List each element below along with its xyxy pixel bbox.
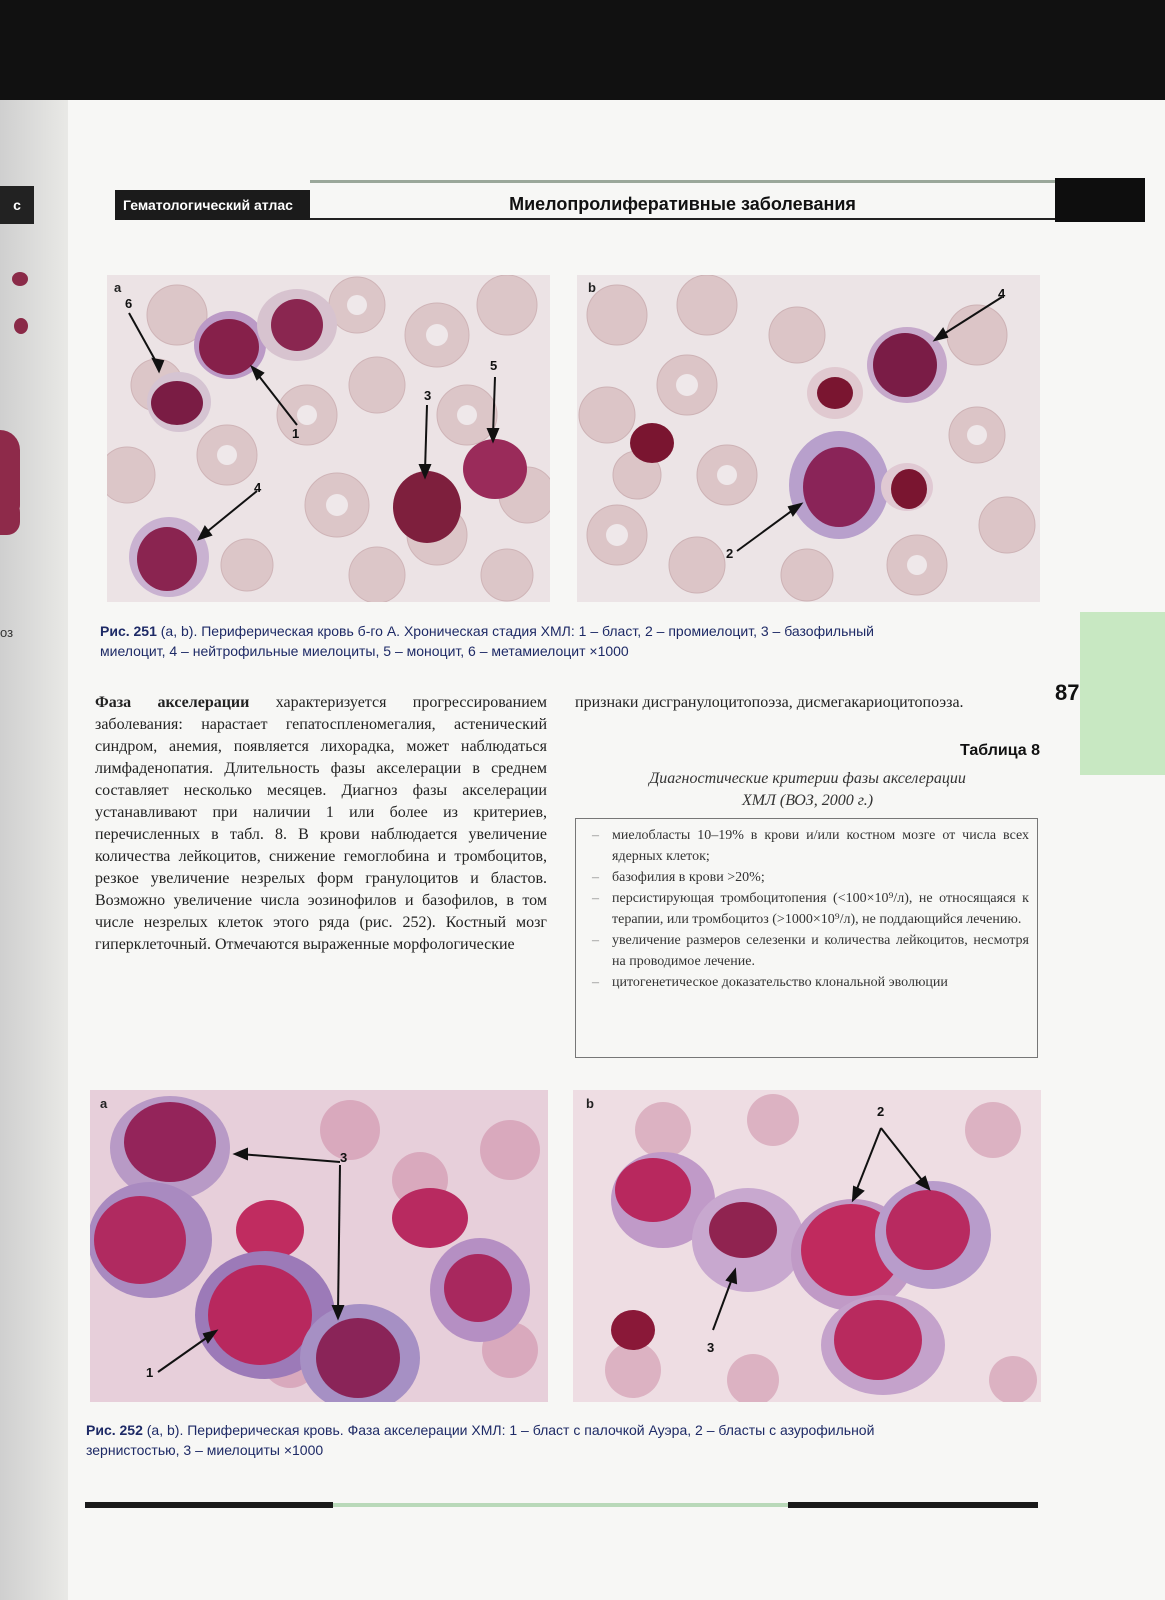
figure251-a-label-3: 3 [424, 388, 432, 403]
header-black-block [1055, 178, 1145, 222]
figure251-caption-line1: (a, b). Периферическая кровь б-го А. Хроническая стадия ХМЛ: 1 – бласт, 2 – промиелоцит, 3 – базофильный [156, 623, 874, 639]
table8-subtitle-line2: ХМЛ (ВОЗ, 2000 г.) [741, 792, 874, 809]
micrograph [577, 275, 1040, 602]
footer-rule-right [788, 1502, 1038, 1508]
left-page-text: оз [0, 625, 14, 640]
figure252-caption-line1: (a, b). Периферическая кровь. Фаза акселерации ХМЛ: 1 – бласт с палочкой Ауэра, 2 – бласты с азурофильной [142, 1422, 875, 1438]
left-page-tab: с [0, 186, 34, 224]
table8-subtitle-line1: Диагностические критерии фазы акселерации [649, 770, 966, 787]
micrograph [573, 1090, 1041, 1402]
figure252-caption-line2: зернистостью, 3 – миелоциты ×1000 [86, 1442, 324, 1458]
criteria-item: – миелобласты 10–19% в крови и/или костном мозге от числа всех ядерных клеток; [584, 825, 1029, 867]
figure252-panel-b [573, 1090, 1041, 1402]
left-page-cell-dot [12, 272, 28, 286]
page-side-tab [1080, 612, 1165, 775]
body-right-column: признаки дисгранулоцитопоэза, дисмегакариоцитопоэза. [575, 694, 964, 711]
figure252-b-label-2: 2 [877, 1104, 885, 1119]
figure252-b-letter: b [586, 1096, 594, 1111]
figure251-a-label-4: 4 [254, 480, 262, 495]
criteria-item: – цитогенетическое доказательство клональной эволюции [584, 972, 1029, 993]
figure251-caption-line2: миелоцит, 4 – нейтрофильные миелоциты, 5 – моноцит, 6 – метамиелоцит ×1000 [100, 643, 629, 659]
table8-title: Таблица 8 [959, 742, 1040, 759]
table8-subtitle [575, 768, 1040, 812]
figure251-a-letter: a [114, 280, 122, 295]
table8-criteria-box [575, 818, 1038, 1058]
page-number: 87 [1055, 680, 1080, 705]
criteria-list [584, 825, 1029, 993]
left-page-cell-dot [14, 318, 28, 334]
figure251-caption-lead: Рис. 251 [100, 623, 157, 639]
figure251-a-label-6: 6 [125, 296, 133, 311]
figure251-b-label-4: 4 [998, 286, 1006, 301]
figure252-a-label-3: 3 [340, 1150, 348, 1165]
figure252-caption [86, 1420, 1046, 1460]
body-lead-term: Фаза акселерации [95, 694, 250, 711]
figure251-caption [100, 621, 1045, 661]
micrograph [107, 275, 550, 602]
figure251-a-label-1: 1 [292, 426, 300, 441]
figure252-b-label-3: 3 [707, 1340, 715, 1355]
figure251-b-letter: b [588, 280, 596, 295]
running-header-title: Миелопролиферативные заболевания [310, 190, 1055, 220]
figure251-a-label-5: 5 [490, 358, 498, 373]
left-page-edge [0, 100, 68, 1600]
body-left-text: характеризуется прогрессированием заболевания: нарастает гепатоспленомегалия, астенический синдром, анемия, появляется лихорадка, может наблюдаться лимфаденопатия. Длительность фазы акселерации в среднем составляет несколько месяцев. Диагноз фазы акселерации устанавливают при наличии 1 или более из критериев, перечисленных в табл. 8. В крови наблюдается увеличение количества лейкоцитов, снижение гемоглобина и тромбоцитов, резкое увеличение незрелых форм гранулоцитов и бластов. Возможно увеличение числа эозинофилов и базофилов, в том числе незрелых клеток этого ряда (рис. 252). Костный мозг гиперклеточный. Отмечаются выраженные морфологические [95, 694, 547, 953]
figure252-caption-lead: Рис. 252 [86, 1422, 143, 1438]
figure251-panel-a [107, 275, 550, 602]
figure252-a-letter: a [100, 1096, 108, 1111]
body-left-column [95, 692, 547, 956]
footer-rule-left [85, 1502, 333, 1508]
running-header-left: Гематологический атлас [115, 190, 310, 220]
footer-rule-middle [333, 1503, 788, 1507]
figure252-a-label-1: 1 [146, 1365, 154, 1380]
criteria-item: – персистирующая тромбоцитопения (<100×10⁹/л), не относящаяся к терапии, или тромбоцитоз (>1000×10⁹/л), не поддающийся лечению. [584, 888, 1029, 930]
figure251-panel-b [577, 275, 1040, 602]
criteria-item: – базофилия в крови >20%; [584, 867, 1029, 888]
micrograph [90, 1090, 548, 1402]
header-rule [310, 180, 1055, 183]
criteria-item: – увеличение размеров селезенки и количества лейкоцитов, несмотря на проводимое лечение. [584, 930, 1029, 972]
figure251-b-label-2: 2 [726, 546, 734, 561]
figure252-panel-a [90, 1090, 548, 1402]
